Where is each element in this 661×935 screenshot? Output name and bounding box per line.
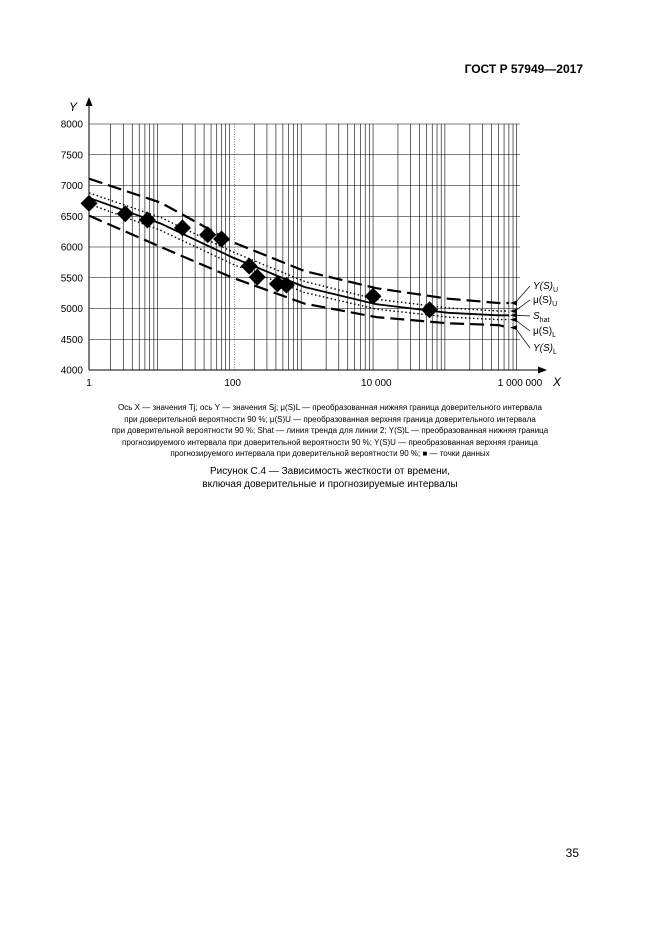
x-tick-label: 10 000 — [361, 378, 392, 389]
data-point — [213, 231, 230, 248]
y-axis-label: Y — [69, 100, 78, 114]
y-tick-label: 5500 — [60, 273, 83, 285]
series-line-5 — [89, 216, 509, 328]
stiffness-vs-time-chart — [0, 0, 661, 400]
y-tick-label: 4000 — [60, 365, 83, 377]
y-tick-label: 7000 — [60, 181, 83, 192]
x-tick-label: 1 — [86, 378, 92, 389]
legend-line-3: при доверительной вероятности 90 %; Shat — линия тренда для линии 2; Y(S)L — преобразованная нижняя граница — [111, 426, 549, 435]
series-label: $Y(S)_L$ — [533, 343, 557, 356]
x-tick-label: 1 000 000 — [497, 378, 543, 389]
y-tick-label: 8000 — [60, 119, 83, 131]
series-label-leader — [515, 286, 530, 303]
data-point — [81, 195, 98, 212]
series-label-leader — [515, 315, 530, 316]
series-label-leader — [515, 320, 530, 331]
legend-line-2: при доверительной вероятности 90 %; μ(S)U — преобразованная верхняя граница доверительного интервала — [124, 414, 536, 424]
series-label: $\mu(S)_U$ — [533, 295, 558, 308]
series-label: $\mu(S)_L$ — [533, 326, 556, 339]
series-label-arrowhead — [510, 317, 517, 322]
x-axis-arrow — [538, 367, 547, 374]
data-point — [199, 226, 216, 243]
data-point — [421, 301, 438, 318]
series-label: $S_{hat}$ — [533, 311, 550, 324]
document-header: ГОСТ Р 57949—2017 — [464, 62, 583, 76]
series-label: $Y(S)_U$ — [533, 281, 559, 294]
x-axis-label: X — [553, 375, 562, 389]
y-tick-label: 4500 — [60, 334, 83, 346]
page-number: 35 — [565, 846, 579, 860]
caption-line-1: Рисунок С.4 — Зависимость жесткости от времени, — [210, 466, 450, 477]
y-axis-arrow — [86, 97, 93, 106]
series-line-2 — [89, 193, 509, 311]
y-tick-label: 5000 — [60, 304, 83, 315]
data-point — [174, 219, 191, 236]
x-tick-label: 100 — [224, 378, 242, 389]
y-tick-label: 6000 — [60, 242, 83, 254]
caption-line-2: включая доверительные и прогнозируемые интервалы — [202, 479, 458, 490]
series-label-leader — [515, 328, 530, 348]
series-label-leader — [515, 300, 530, 311]
series-label-arrowhead — [510, 313, 517, 318]
series-label-arrowhead — [510, 308, 517, 313]
series-label-arrowhead — [510, 300, 517, 305]
series-label-arrowhead — [510, 325, 517, 330]
y-tick-label: 7500 — [60, 150, 83, 162]
data-point — [139, 211, 156, 228]
series-line-3 — [89, 198, 509, 315]
figure-legend — [70, 402, 590, 460]
legend-line-1: Ось X — значения Tj; ось Y — значения Sj; μ(S)L — преобразованная нижняя граница доверительного интервала — [118, 403, 542, 412]
legend-line-5: прогнозируемого интервала при доверительной вероятности 90 %; ■ — точки данных — [170, 449, 490, 458]
figure-caption — [70, 465, 590, 491]
y-tick-label: 6500 — [60, 211, 83, 223]
legend-line-4: прогнозируемого интервала при доверительной вероятности 90 %; Y(S)U — преобразованная верхняя граница — [122, 437, 538, 447]
